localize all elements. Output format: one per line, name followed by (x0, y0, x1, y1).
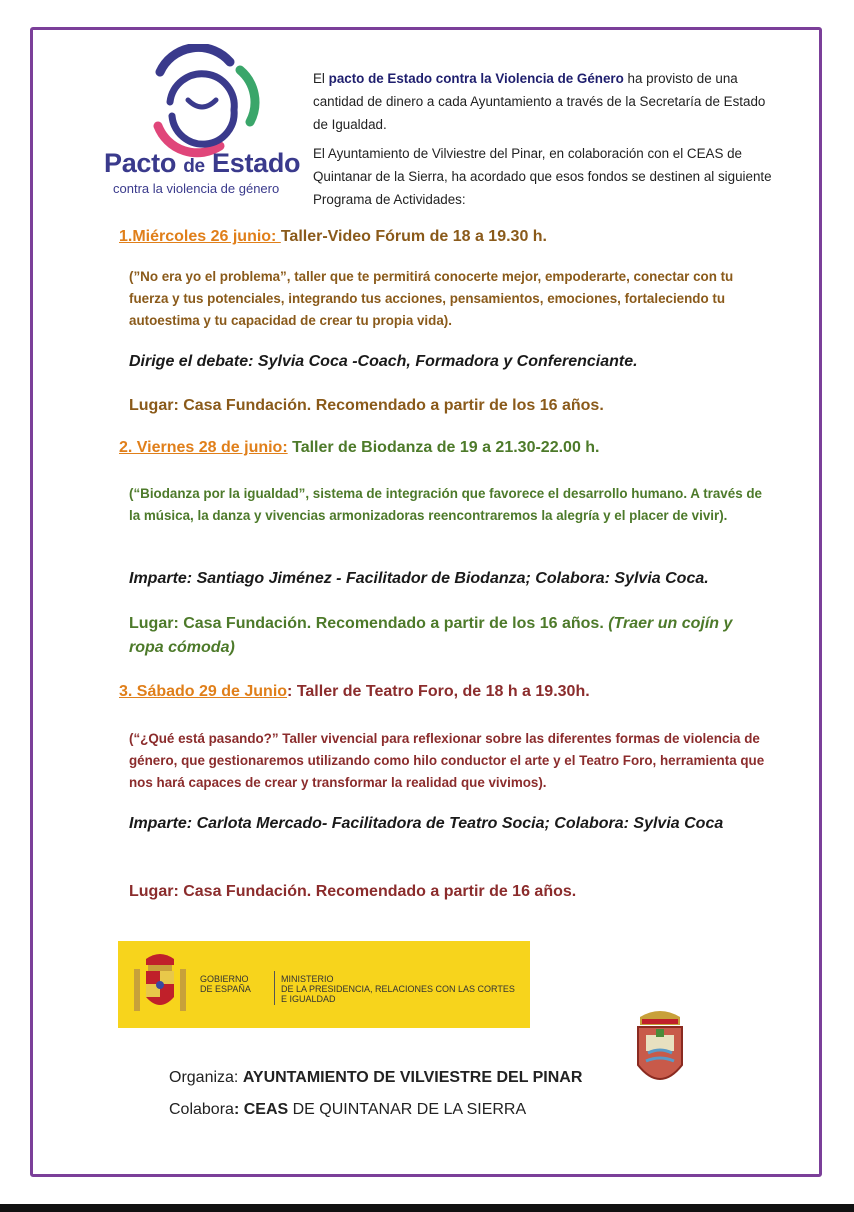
ministerio-text: MINISTERIO DE LA PRESIDENCIA, RELACIONES CON LAS CORTES E IGUALDAD (281, 974, 515, 1004)
logo-subtitle: contra la violencia de género (113, 181, 280, 196)
section-1-lead: Dirige el debate: Sylvia Coca -Coach, Formadora y Conferenciante. (129, 353, 638, 370)
section-3-place: Lugar: Casa Fundación. Recomendado a partir de 16 años. (129, 883, 577, 900)
bottom-edge (0, 1204, 854, 1212)
banner-divider (274, 971, 275, 1005)
section-3-lead: Imparte: Carlota Mercado- Facilitadora de Teatro Socia; Colabora: Sylvia Coca (129, 815, 724, 832)
smile-circle-icon (100, 44, 300, 204)
section-1-title: 1.Miércoles 26 junio: Taller-Video Fórum de 18 a 19.30 h. (119, 228, 547, 245)
municipal-crest-icon (634, 1007, 686, 1089)
section-2-place: Lugar: Casa Fundación. Recomendado a partir de los 16 años. (Traer un cojín y ropa cómoda) (129, 615, 733, 656)
section-3-description: (“¿Qué está pasando?” Taller vivencial para reflexionar sobre las diferentes formas de violencia de género, que gestionaremos utilizando como hilo conductor el arte y el Teatro Foro, herramienta que nos hará capaces de crear y transformar la realidad que vivimos). (129, 731, 765, 790)
logo-title: Pacto de Estado (104, 148, 301, 178)
intro-paragraph-2: El Ayuntamiento de Vilviestre del Pinar, en colaboración con el CEAS de Quintanar de la Sierra, ha acordado que esos fondos se destinen al siguiente Programa de Actividades: (313, 146, 772, 207)
section-1-place: Lugar: Casa Fundación. Recomendado a partir de los 16 años. (129, 397, 604, 414)
section-2-lead: Imparte: Santiago Jiménez - Facilitador de Biodanza; Colabora: Sylvia Coca. (129, 570, 709, 587)
section-1-description: (”No era yo el problema”, taller que te permitirá conocerte mejor, empoderarte, conectar con tu fuerza y tus potenciales, integrando tus acciones, pensamientos, emociones, fortaleciendo tu autoestima y tu capacidad de crear tu propia vida). (129, 269, 734, 328)
section-2-description: (“Biodanza por la igualdad”, sistema de integración que favorece el desarrollo humano. A través de la música, la danza y vivencias armonizadoras reencontraremos la alegría y el placer de vivir). (129, 486, 762, 523)
coat-of-arms-icon (130, 951, 190, 1019)
intro-text (313, 67, 783, 217)
gobierno-text: GOBIERNO DE ESPAÑA (200, 974, 251, 994)
section-3-title: 3. Sábado 29 de Junio: Taller de Teatro Foro, de 18 h a 19.30h. (119, 683, 590, 700)
section-2-place-note: (Traer un cojín y ropa cómoda) (129, 615, 733, 656)
collaborator-line: Colabora: CEAS DE QUINTANAR DE LA SIERRA (169, 1101, 527, 1118)
government-banner (118, 941, 530, 1028)
organizer-line: Organiza: AYUNTAMIENTO DE VILVIESTRE DEL PINAR (169, 1069, 583, 1086)
section-2-title: 2. Viernes 28 de junio: Taller de Biodanza de 19 a 21.30-22.00 h. (119, 439, 600, 456)
intro-paragraph-1: El pacto de Estado contra la Violencia de Género ha provisto de una cantidad de dinero a cada Ayuntamiento a través de la Secretaría de Estado de Igualdad. (313, 71, 766, 132)
